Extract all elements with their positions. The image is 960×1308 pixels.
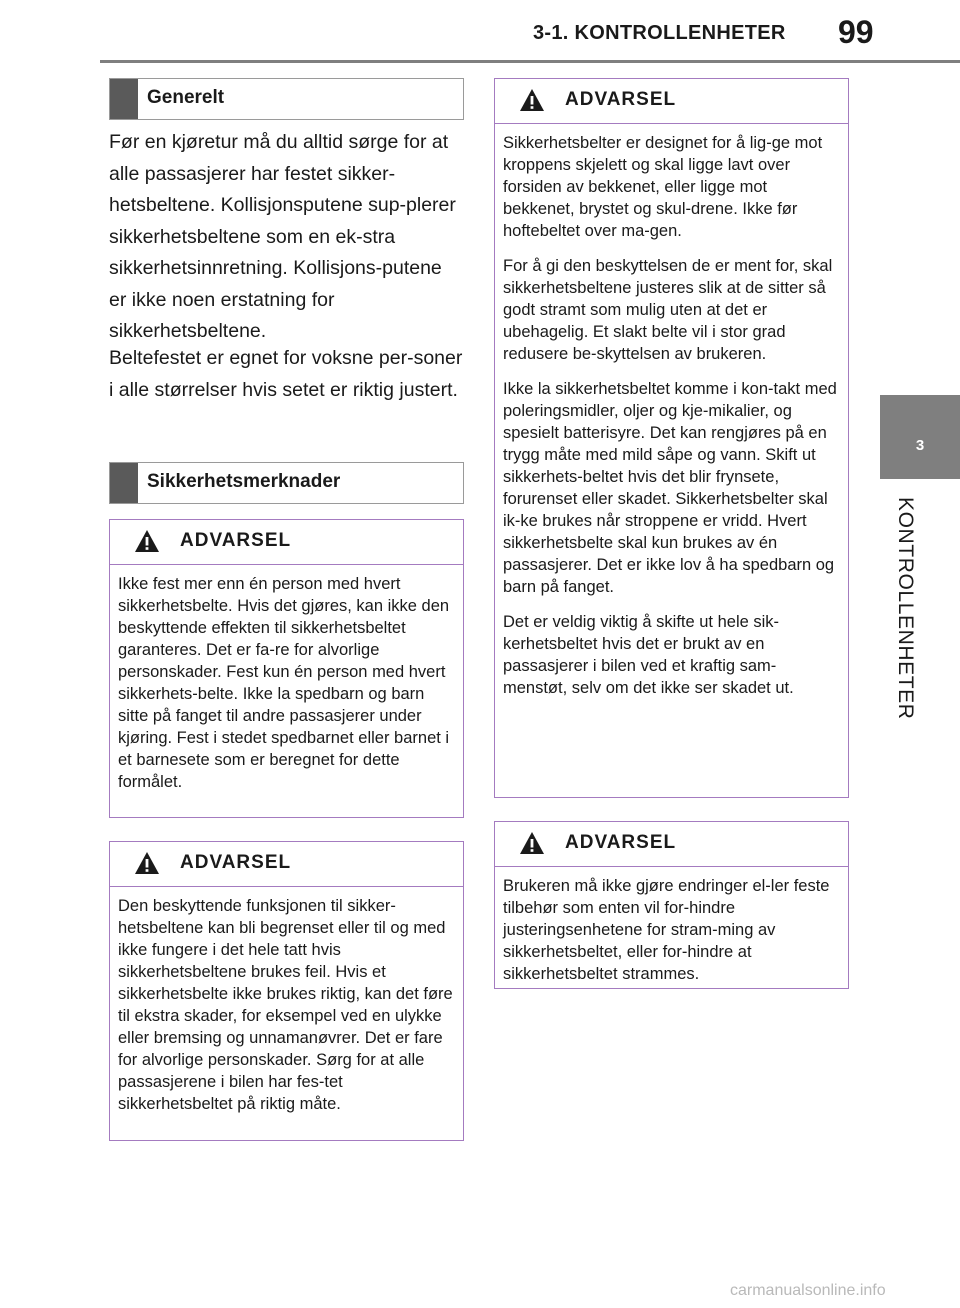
section-heading-bar <box>110 463 138 503</box>
section-heading-general <box>109 78 464 120</box>
section-heading-text: Sikkerhetsmerknader <box>147 471 341 492</box>
warning-body <box>110 887 463 1127</box>
section-title: 3-1. KONTROLLENHETER <box>533 22 786 44</box>
warning-text: Ikke la sikkerhetsbeltet komme i kon-takt med poleringsmidler, oljer og kje-mikalier, og spesielt batterisyre. Det kan rengjøres på en trygg måte med mild såpe og vann. Skift ut sikkerhets-beltet hvis det blir frynsete, forurenset eller skadet. Sikkerhetsbelter skal ik-ke brukes når stroppene er vridd. Hvert sikkerhetsbelte skal kun brukes av én passasjerer. Det er ikke lov å ha spedbarn og barn på fanget. <box>503 380 837 596</box>
page-number: 99 <box>838 14 874 50</box>
warning-box <box>494 78 849 798</box>
warning-text: Ikke fest mer enn én person med hvert sikkerhetsbelte. Hvis det gjøres, kan ikke den beskyttende effekten til sikkerhetsbeltet garanteres. Det er fa-re for alvorlige personskader. Fest kun én person med hvert sikkerhets-belte. Ikke la spedbarn og barn sitte på fanget til andre passasjerer under kjøring. Fest i stedet spedbarnet eller barnet i et barnesete som er beregnet for dette formålet. <box>118 575 450 791</box>
warning-text: For å gi den beskyttelsen de er ment for, skal sikkerhetsbeltene justeres slik at de sitter så godt stramt som mulig uten at det er ubehagelig. Et slakt belte vil i stor grad redusere be-skyttelsen av brukeren. <box>503 257 833 363</box>
body-paragraph: Før en kjøretur må du alltid sørge for at alle passasjerer har festet sikker-hetsbeltene. Kollisjonsputene sup-plerer sikkerhetsbeltene som en ek-stra sikkerhetsinnretning. Kollisjons-putene er ikke noen erstatning for sikkerhetsbeltene. <box>109 131 456 342</box>
warning-triangle-icon <box>519 831 545 855</box>
warning-header <box>495 79 848 124</box>
warning-box <box>109 841 464 1141</box>
chapter-tab <box>880 395 960 479</box>
warning-text: Brukeren må ikke gjøre endringer el-ler feste tilbehør som enten vil for-hindre justeringsenhetene for stram-ming av sikkerhetsbeltet, eller for-hindre at sikkerhetsbeltet strammes. <box>503 877 830 983</box>
header-rule <box>100 60 960 63</box>
warning-triangle-icon <box>519 88 545 112</box>
warning-header <box>110 842 463 887</box>
warning-box <box>109 519 464 818</box>
watermark: carmanualsonline.info <box>730 1282 886 1299</box>
warning-header <box>110 520 463 565</box>
body-paragraph: Beltefestet er egnet for voksne per-soner i alle størrelser hvis setet er riktig justert. <box>109 347 463 401</box>
warning-title: ADVARSEL <box>180 852 292 873</box>
warning-box <box>494 821 849 989</box>
warning-body <box>495 867 848 997</box>
warning-title: ADVARSEL <box>180 530 292 551</box>
warning-title: ADVARSEL <box>565 832 677 853</box>
section-heading-text: Generelt <box>147 87 225 108</box>
section-heading-safety <box>109 462 464 504</box>
chapter-number: 3 <box>915 437 925 454</box>
section-heading-bar <box>110 79 138 119</box>
warning-title: ADVARSEL <box>565 89 677 110</box>
warning-text: Den beskyttende funksjonen til sikker-hetsbeltene kan bli begrenset eller til og med ikke fungere i det hele tatt hvis sikkerhetsbeltene brukes feil. Hvis et sikkerhetsbelte ikke brukes riktig, kan det føre til ekstra skader, for eksempel ved en ulykke eller bremsing og unnamanøvrer. Det er fare for alvorlige personskader. Sørg for at alle passasjerene i bilen har fes-tet sikkerhetsbeltet på riktig måte. <box>118 897 453 1113</box>
warning-triangle-icon <box>134 851 160 875</box>
warning-triangle-icon <box>134 529 160 553</box>
warning-text: Sikkerhetsbelter er designet for å lig-ge mot kroppens skjelett og skal ligge lavt over forsiden av bekkenet, eller ligge mot bekkenet, brystet og skul-drene. Ikke før hoftebeltet over ma-gen. <box>503 134 823 240</box>
warning-header <box>495 822 848 867</box>
warning-body <box>110 565 463 805</box>
chapter-label: KONTROLLENHETER <box>894 497 917 720</box>
warning-body <box>495 124 848 711</box>
warning-text: Det er veldig viktig å skifte ut hele sik-kerhetsbeltet hvis det er brukt av en passasjerer i bilen ved et kraftig sam-menstøt, selv om det ikke ser skadet ut. <box>503 613 794 697</box>
